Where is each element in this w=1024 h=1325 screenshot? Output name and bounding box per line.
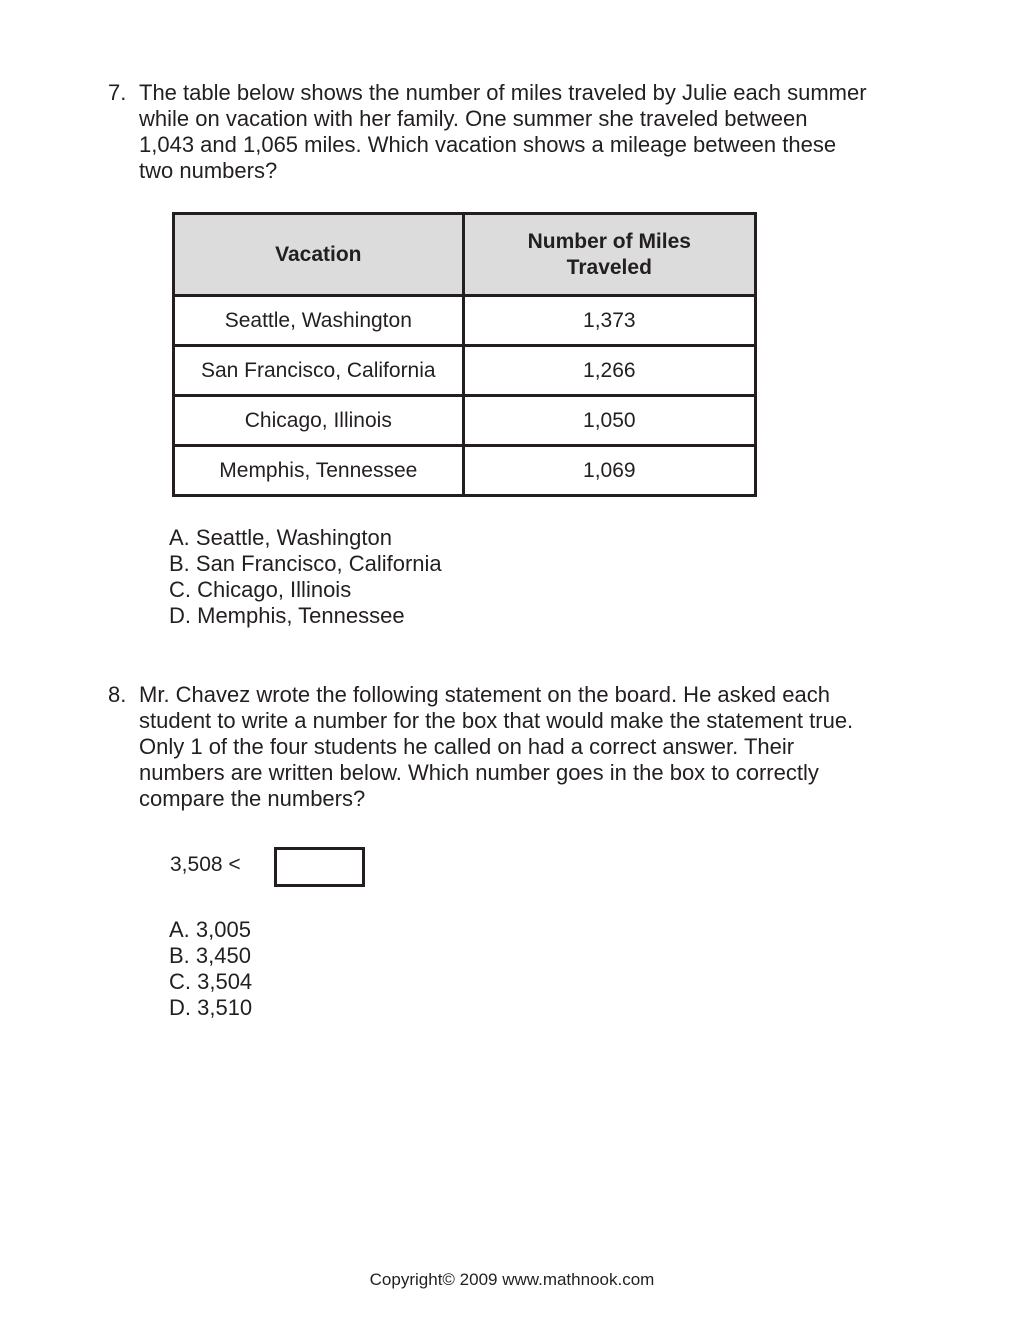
miles-cell: 1,373 — [463, 296, 755, 346]
choice-a: A. 3,005 — [169, 917, 251, 942]
question-8-line: Only 1 of the four students he called on had a correct answer. Their — [139, 734, 795, 759]
choice-b: B. 3,450 — [169, 943, 251, 968]
header-miles — [463, 214, 755, 296]
header-vacation: Vacation — [174, 214, 464, 296]
miles-cell: 1,050 — [463, 396, 755, 446]
table-header-row — [174, 214, 756, 296]
choice-a: A. Seattle, Washington — [169, 525, 392, 550]
vacation-cell: San Francisco, California — [174, 346, 464, 396]
question-8-text — [139, 682, 939, 812]
question-8-line: student to write a number for the box that would make the statement true. — [139, 708, 854, 733]
question-7-line: 1,043 and 1,065 miles. Which vacation shows a mileage between these — [139, 132, 837, 157]
question-8-line: Mr. Chavez wrote the following statement on the board. He asked each — [139, 682, 830, 707]
question-7-text — [139, 80, 939, 184]
miles-cell: 1,069 — [463, 446, 755, 496]
header-miles-line2: Traveled — [566, 255, 652, 279]
question-7-line: The table below shows the number of miles traveled by Julie each summer — [139, 80, 867, 105]
vacation-cell: Seattle, Washington — [174, 296, 464, 346]
question-8-number: 8. — [108, 682, 127, 707]
answer-box — [274, 847, 365, 887]
table-row — [174, 296, 756, 346]
table-row — [174, 346, 756, 396]
comparison-statement: 3,508 < — [170, 853, 241, 876]
miles-table — [172, 212, 757, 497]
question-7-choices — [169, 525, 442, 629]
question-7-line: while on vacation with her family. One summer she traveled between — [139, 106, 808, 131]
table-row — [174, 446, 756, 496]
question-7-line: two numbers? — [139, 158, 278, 183]
choice-b: B. San Francisco, California — [169, 551, 442, 576]
choice-c: C. Chicago, Illinois — [169, 577, 352, 602]
question-8-line: compare the numbers? — [139, 786, 366, 811]
choice-d: D. Memphis, Tennessee — [169, 603, 405, 628]
question-8-choices — [169, 917, 252, 1021]
choice-c: C. 3,504 — [169, 969, 253, 994]
choice-d: D. 3,510 — [169, 995, 253, 1020]
vacation-cell: Memphis, Tennessee — [174, 446, 464, 496]
table-row — [174, 396, 756, 446]
question-7-number: 7. — [108, 80, 127, 105]
header-miles-line1: Number of Miles — [527, 229, 691, 253]
copyright-footer: Copyright© 2009 www.mathnook.com — [369, 1270, 655, 1289]
vacation-cell: Chicago, Illinois — [174, 396, 464, 446]
miles-cell: 1,266 — [463, 346, 755, 396]
question-8-line: numbers are written below. Which number goes in the box to correctly — [139, 760, 819, 785]
